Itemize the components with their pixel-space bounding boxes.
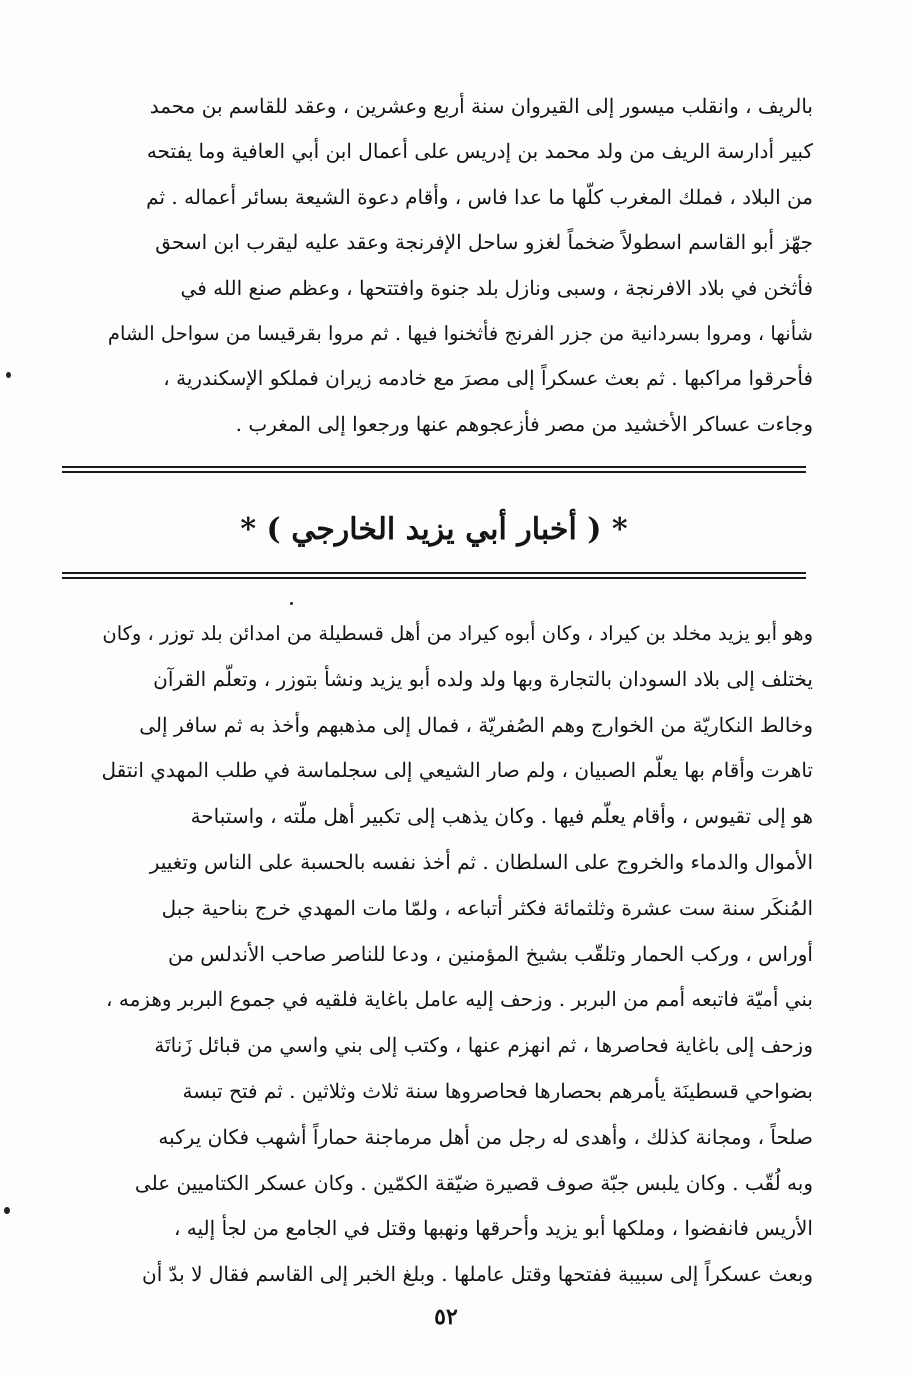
section-divider-top [62,466,806,473]
scan-speck [6,372,11,378]
text-line: الأموال والدماء والخروج على السلطان . ثم أخذ نفسه بالحسبة على الناس وتغيير [149,849,813,874]
section-heading: * ( أخبار أبي يزيد الخارجي ) * [240,512,628,547]
text-line: وخالط النكاريّة من الخوارج وهم الصُفريّة ، فمال إلى مذهبهم وأخذ به ثم سافر إلى [139,712,813,737]
text-line: بضواحي قسطينَة يأمرهم بحصارها فحاصروها سنة ثلاث وثلاثين . ثم فتح تبسة [182,1078,813,1103]
text-line: بني أميّة فاتبعه أمم من البربر . وزحف إليه عامل باغاية فلقيه في جموع البربر وهزمه ، [106,987,813,1012]
text-line: من البلاد ، فملك المغرب كلّها ما عدا فاس ، وأقام دعوة الشيعة بسائر أعماله . ثم [146,184,813,209]
text-line: شأنها ، ومروا بسردانية من جزر الفرنج فأثخنوا فيها . ثم مروا بقرقيسا من سواحل الشام [107,321,813,345]
text-line: بالريف ، وانقلب ميسور إلى القيروان سنة أربع وعشرين ، وعقد للقاسم بن محمد [149,94,813,118]
text-line: فأحرقوا مراكبها . ثم بعث عسكراً إلى مصرَ مع خادمه زيران فملكو الإسكندرية ، [163,366,813,391]
text-line: وزحف إلى باغاية فحاصرها ، ثم انهزم عنها ، وكتب إلى بني واسي من قبائل زَناتَة [154,1033,813,1058]
text-line: وجاءت عساكر الأخشيد من مصر فأزعجوهم عنها ورجعوا إلى المغرب . [235,411,813,436]
page-number: ٥٢ [434,1304,458,1330]
text-line: فأثخن في بلاد الافرنجة ، وسبى ونازل بلد جنوة وافتتحها ، وعظم صنع الله في [180,275,813,300]
text-line: وبه لُقّب . وكان يلبس جبّة صوف قصيرة ضيّقة الكمّين . وكان عسكر الكتاميين على [134,1170,813,1195]
text-line: صلحاً ، ومجانة كذلك ، وأهدى له رجل من أهل مرماجنة حماراً أشهب فكان يركبه [158,1124,813,1149]
text-line: تاهرت وأقام بها يعلّم الصبيان ، ولم صار الشيعي إلى سجلماسة في طلب المهدي انتقل [101,758,813,783]
text-line: جهّز أبو القاسم اسطولاً ضخماً لغزو ساحل الإفرنجة وعقد عليه ليقرب ابن اسحق [155,230,813,255]
section-divider-bottom [62,572,806,579]
text-line: الأريس فانفضوا ، وملكها أبو يزيد وأحرقها ونهبها وقتل في الجامع من لجأ إليه ، [173,1216,813,1241]
scan-speck [290,602,293,605]
text-line: كبير أدارسة الريف من ولد محمد بن إدريس على أعمال ابن أبي العافية وما يفتحه [146,139,813,164]
main-paragraph [95,611,813,1298]
text-line: وهو أبو يزيد مخلد بن كيراد ، وكان أبوه كيراد من أهل قسطيلة من امدائن بلد توزر ، وكان [102,622,813,645]
text-line: هو إلى تقيوس ، وأقام يعلّم فيها . وكان يذهب إلى تكبير أهل ملّته ، واستباحة [190,804,813,829]
scan-speck [4,1207,10,1214]
text-line: أوراس ، وركب الحمار وتلقّب بشيخ المؤمنين ، ودعا للناصر صاحب الأندلس من [168,941,813,966]
text-line: وبعث عسكراً إلى سبيبة ففتحها وقتل عاملها . وبلغ الخبر إلى القاسم فقال لا بدّ أن [142,1262,813,1287]
text-line: يختلف إلى بلاد السودان بالتجارة وبها ولد ولده أبو يزيد ونشأ بتوزر ، وتعلّم القرآن [153,666,813,691]
text-line: المُنكَر سنة ست عشرة وثلثمائة فكثر أتباعه ، ولمّا مات المهدي خرج بناحية جبل [161,895,813,920]
top-paragraph [95,84,813,447]
